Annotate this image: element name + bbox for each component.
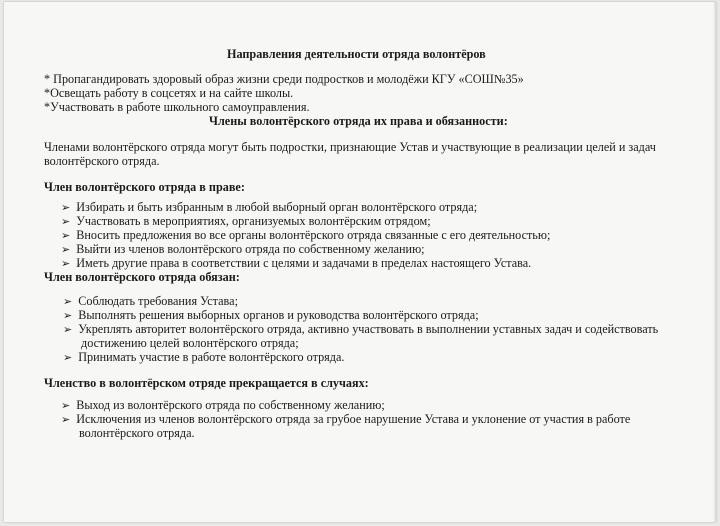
members-title: Члены волонтёрского отряда их права и обязанности: [209,114,508,128]
bullet-arrow-icon: ➢ [61,201,71,214]
rights-item: ➢ Участвовать в мероприятиях, организуемых волонтёрским отрядом; [61,214,431,228]
rights-item: ➢ Выйти из членов волонтёрского отряда по собственному желанию; [61,242,425,256]
bullet-arrow-icon: ➢ [61,229,71,242]
bullet-arrow-icon: ➢ [61,413,71,426]
bullet-arrow-icon: ➢ [61,243,71,256]
termination-item: ➢ Выход из волонтёрского отряда по собственному желанию; [61,398,385,412]
termination-item-continuation: волонтёрского отряда. [79,426,195,440]
duties-item: ➢ Принимать участие в работе волонтёрского отряда. [63,350,345,364]
rights-title: Член волонтёрского отряда в праве: [44,180,245,194]
bullet-arrow-icon: ➢ [63,351,73,364]
rights-item: ➢ Вносить предложения во все органы волонтёрского отряда связанные с его деятельностью; [61,228,551,242]
duties-item: ➢ Выполнять решения выборных органов и руководства волонтёрского отряда; [63,308,479,322]
direction-2: *Освещать работу в соцсетях и на сайте школы. [44,86,294,100]
document-page [4,2,716,522]
bullet-arrow-icon: ➢ [61,257,71,270]
members-intro-line-1: Членами волонтёрского отряда могут быть подростки, признающие Устав и участвующие в реализации целей и задач [44,140,656,154]
bullet-arrow-icon: ➢ [63,323,73,336]
termination-title: Членство в волонтёрском отряде прекращается в случаях: [44,376,369,390]
duties-title: Член волонтёрского отряда обязан: [44,270,240,284]
bullet-arrow-icon: ➢ [61,215,71,228]
bullet-arrow-icon: ➢ [63,309,73,322]
direction-3: *Участвовать в работе школьного самоуправления. [44,100,310,114]
bullet-arrow-icon: ➢ [61,399,71,412]
rights-item: ➢ Иметь другие права в соответствии с целями и задачами в пределах настоящего Устава. [61,256,532,270]
termination-item: ➢ Исключения из членов волонтёрского отряда за грубое нарушение Устава и уклонение от участия в работе [61,412,631,426]
bullet-arrow-icon: ➢ [63,295,73,308]
rights-item: ➢ Избирать и быть избранным в любой выборный орган волонтёрского отряда; [61,200,478,214]
duties-item-continuation: достижению целей волонтёрского отряда; [81,336,299,350]
members-intro-line-2: волонтёрского отряда. [44,154,160,168]
duties-item: ➢ Укреплять авторитет волонтёрского отряда, активно участвовать в выполнении уставных задач и содействовать [63,322,659,336]
duties-item: ➢ Соблюдать требования Устава; [63,294,238,308]
doc-title: Направления деятельности отряда волонтёров [227,47,486,61]
direction-1: * Пропагандировать здоровый образ жизни среди подростков и молодёжи КГУ «СОШ№35» [44,72,524,86]
